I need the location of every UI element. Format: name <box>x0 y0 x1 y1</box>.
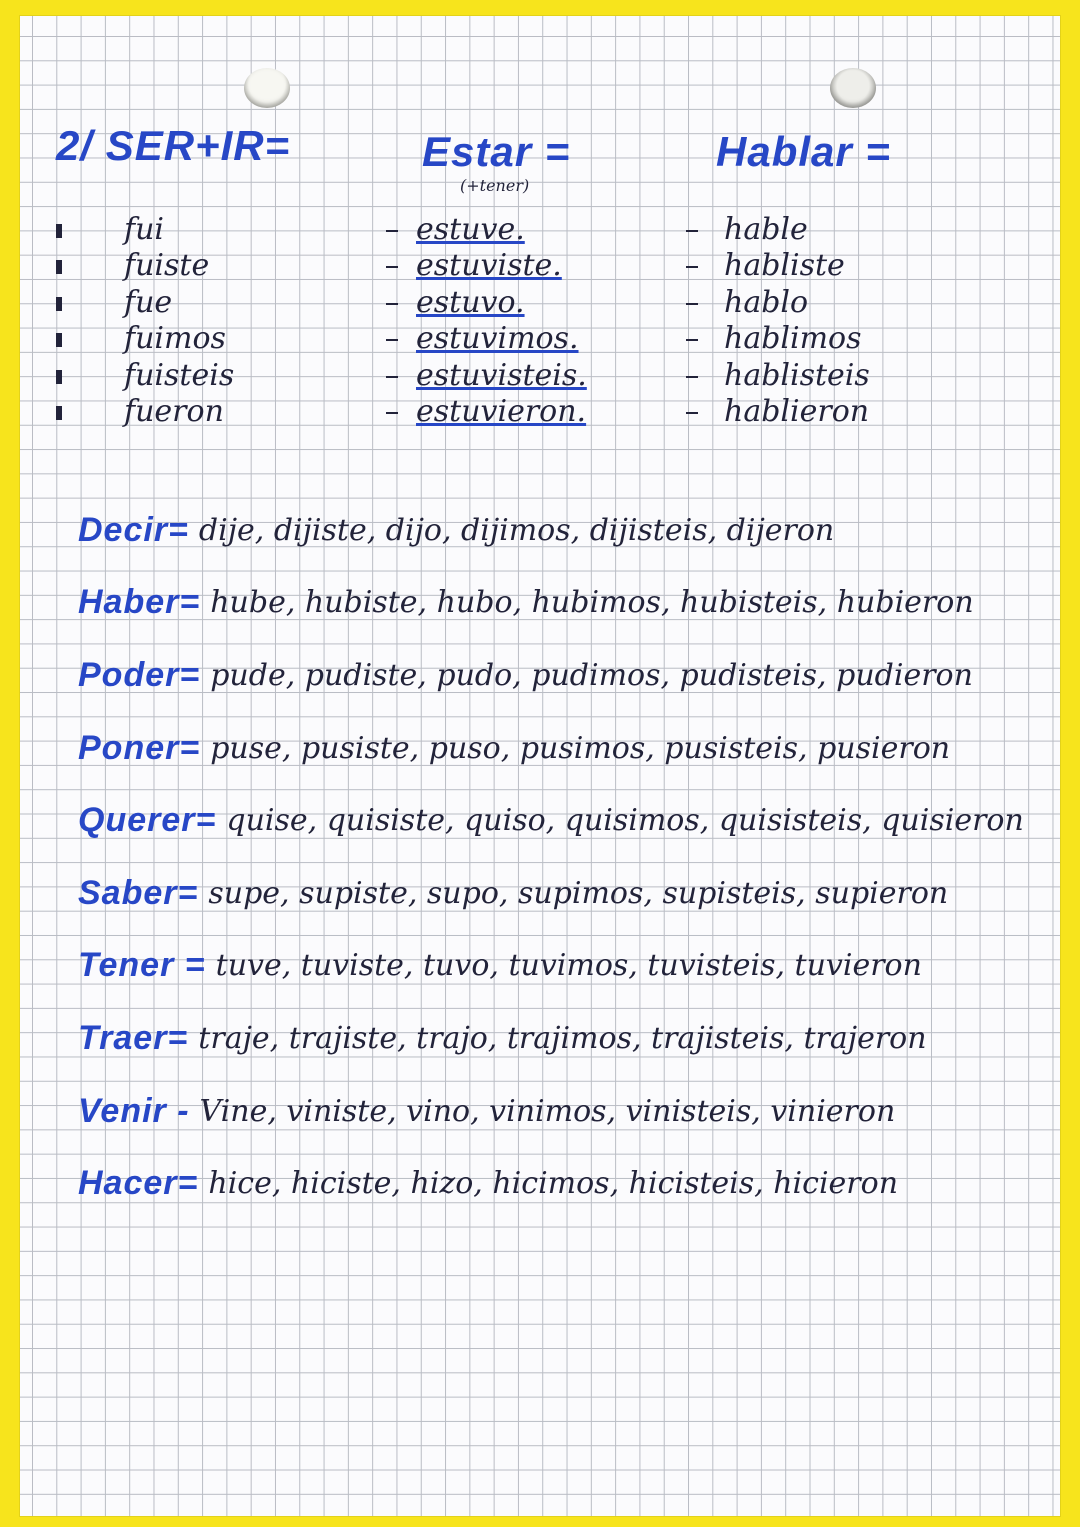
ser-ir-heading: 2/ SER+IR= <box>56 122 291 169</box>
verb-forms: puse, pusiste, puso, pusimos, pusisteis, pusieron <box>210 730 951 766</box>
dash-mark <box>686 303 698 305</box>
dash-mark <box>686 412 698 414</box>
verb-row <box>78 1147 1038 1220</box>
verb-row <box>78 639 1038 712</box>
list-item: estuvieron. <box>386 394 587 430</box>
verb-name: Traer= <box>78 1018 189 1057</box>
list-item: hablisteis <box>686 358 870 394</box>
list-item: estuvo. <box>386 285 587 321</box>
bullet-mark <box>56 260 62 274</box>
estar-heading: Estar = <box>422 128 571 175</box>
list-item: estuve. <box>386 212 587 248</box>
grid-paper-sheet <box>20 16 1060 1516</box>
verb-row <box>78 857 1038 930</box>
list-item: fue <box>56 285 234 321</box>
dash-mark <box>386 339 398 341</box>
verb-row <box>78 930 1038 1003</box>
verb-name: Venir - <box>78 1091 190 1130</box>
punch-hole <box>244 68 290 108</box>
ser-ir-conjugation-list <box>56 212 234 430</box>
verb-forms: dije, dijiste, dijo, dijimos, dijisteis, dijeron <box>198 512 835 548</box>
punch-hole <box>830 68 876 108</box>
list-item: fuisteis <box>56 358 234 394</box>
list-item: fui <box>56 212 234 248</box>
list-item: estuviste. <box>386 248 587 284</box>
verb-forms: traje, trajiste, trajo, trajimos, trajisteis, trajeron <box>198 1020 927 1056</box>
estar-conjugation-list <box>386 212 587 430</box>
verb-row <box>78 1002 1038 1075</box>
dash-mark <box>386 376 398 378</box>
bullet-mark <box>56 370 62 384</box>
dash-mark <box>386 230 398 232</box>
verb-name: Decir= <box>78 510 189 549</box>
verb-row <box>78 494 1038 567</box>
verb-row <box>78 1075 1038 1148</box>
verb-forms: hube, hubiste, hubo, hubimos, hubisteis, hubieron <box>210 585 974 621</box>
estar-note: (+tener) <box>460 176 530 195</box>
list-item: fuiste <box>56 248 234 284</box>
verb-name: Hacer= <box>78 1164 199 1203</box>
verb-name: Poner= <box>78 728 201 767</box>
verb-name: Saber= <box>78 873 199 912</box>
verb-row <box>78 784 1038 857</box>
bullet-mark <box>56 333 62 347</box>
verb-name: Tener = <box>78 946 206 985</box>
list-item: hable <box>686 212 870 248</box>
bullet-mark <box>56 406 62 420</box>
verb-forms: supe, supiste, supo, supimos, supisteis, supieron <box>208 875 949 911</box>
dash-mark <box>386 303 398 305</box>
bullet-mark <box>56 224 62 238</box>
verb-name: Haber= <box>78 583 201 622</box>
verb-row <box>78 567 1038 640</box>
list-item: estuvimos. <box>386 321 587 357</box>
verb-name: Querer= <box>78 801 217 840</box>
verb-forms: tuve, tuviste, tuvo, tuvimos, tuvisteis, tuvieron <box>215 948 922 984</box>
verb-forms: Vine, viniste, vino, vinimos, vinisteis, vinieron <box>199 1093 896 1129</box>
list-item: hablimos <box>686 321 870 357</box>
dash-mark <box>386 266 398 268</box>
hablar-conjugation-list <box>686 212 870 430</box>
verb-forms: hice, hiciste, hizo, hicimos, hicisteis, hicieron <box>208 1166 899 1202</box>
hablar-heading: Hablar = <box>716 128 891 175</box>
dash-mark <box>686 230 698 232</box>
list-item: estuvisteis. <box>386 358 587 394</box>
verb-forms: quise, quisiste, quiso, quisimos, quisisteis, quisieron <box>226 803 1024 839</box>
verb-row <box>78 712 1038 785</box>
dash-mark <box>686 266 698 268</box>
verb-name: Poder= <box>78 655 201 694</box>
bullet-mark <box>56 297 62 311</box>
list-item: hablieron <box>686 394 870 430</box>
dash-mark <box>686 376 698 378</box>
verb-forms: pude, pudiste, pudo, pudimos, pudisteis, pudieron <box>210 657 973 693</box>
dash-mark <box>686 339 698 341</box>
list-item: fuimos <box>56 321 234 357</box>
list-item: hablo <box>686 285 870 321</box>
dash-mark <box>386 412 398 414</box>
irregular-verbs-list <box>78 494 1038 1220</box>
list-item: habliste <box>686 248 870 284</box>
list-item: fueron <box>56 394 234 430</box>
